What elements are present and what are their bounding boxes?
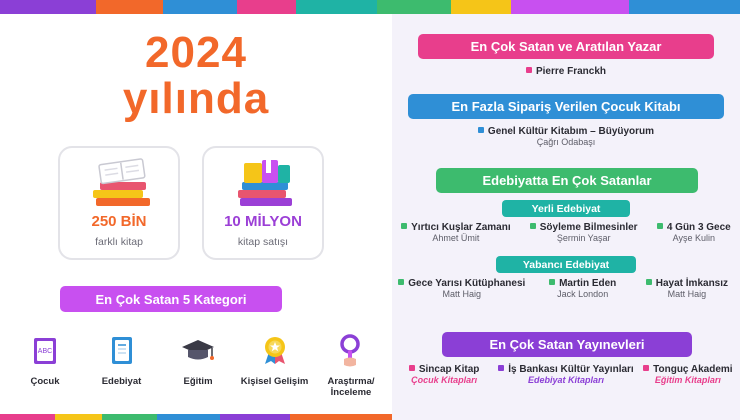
entry-name: Söyleme Bilmesinler (526, 222, 642, 233)
entry-sub: Şermin Yaşar (556, 233, 611, 243)
list-item (396, 364, 492, 385)
subsection-title-yabanci-edebiyat: Yabancı Edebiyat (496, 256, 636, 273)
bullet-square (398, 279, 404, 285)
category-item-kisisel-gelisim (238, 326, 312, 398)
category-label: Araştırma/İnceleme (327, 376, 375, 398)
bullet-square (498, 365, 504, 371)
year-line-1: 2024 (145, 28, 247, 77)
entry-sub: Çocuk Kitapları (411, 375, 478, 385)
section-title-bestselling-author: En Çok Satan ve Aratılan Yazar (418, 34, 714, 59)
entry-name: Hayat İmkansız (638, 278, 736, 289)
entry-name: 4 Gün 3 Gece (652, 222, 736, 233)
stat-label: farklı kitap (95, 236, 143, 248)
category-label: Çocuk (30, 376, 60, 387)
list-item (638, 278, 736, 299)
bullet-square (646, 279, 652, 285)
year-line-2: yılında (122, 74, 270, 124)
list-item (396, 278, 528, 299)
category-item-edebiyat (85, 326, 159, 398)
bullet-square (526, 67, 532, 73)
entry-sub: Eğitim Kitapları (654, 375, 721, 385)
entry-sub: Ayşe Kulin (672, 233, 715, 243)
bullet-square (478, 127, 484, 133)
section-title-literature-bestsellers: Edebiyatta En Çok Satanlar (436, 168, 698, 193)
svg-text:ABC: ABC (37, 348, 53, 355)
stat-value: 250 BİN (91, 213, 147, 230)
top-color-strip (0, 0, 740, 14)
entry-sub: Jack London (557, 289, 609, 299)
entry-name: Martin Eden (536, 278, 630, 289)
left-panel (0, 14, 392, 420)
entry-name: Tonguç Akademi (640, 364, 736, 375)
entry-name: Pierre Franckh (526, 66, 606, 77)
list-item (526, 66, 606, 77)
childrens-book-icon (8, 326, 82, 374)
bullet-square (643, 365, 649, 371)
award-medal-icon (238, 326, 312, 374)
childrens-book-entry-row (392, 126, 740, 147)
list-item (396, 222, 516, 243)
category-label: Eğitim (183, 376, 213, 387)
categories-list (8, 326, 388, 398)
category-item-egitim (161, 326, 235, 398)
books-with-bookmark-icon (204, 154, 322, 212)
stats-group (58, 146, 324, 260)
bullet-square (401, 223, 407, 229)
list-item (652, 222, 736, 243)
bottom-color-strip (0, 414, 392, 420)
bullet-square (549, 279, 555, 285)
entry-sub: Matt Haig (442, 289, 482, 299)
entry-name: İş Bankası Kültür Yayınları (498, 364, 633, 375)
entry-sub: Ahmet Ümit (432, 233, 480, 243)
entry-sub: Matt Haig (667, 289, 707, 299)
page-title (0, 30, 392, 122)
bullet-square (530, 223, 536, 229)
stacked-books-icon (60, 154, 178, 212)
publisher-entries (396, 364, 736, 385)
bullet-square (409, 365, 415, 371)
list-item (498, 364, 633, 385)
stat-card-books (58, 146, 180, 260)
subsection-title-yerli-edebiyat: Yerli Edebiyat (502, 200, 630, 217)
entry-sub: Edebiyat Kitapları (527, 375, 605, 385)
list-item (536, 278, 630, 299)
graduation-cap-icon (161, 326, 235, 374)
list-item (526, 222, 642, 243)
categories-banner: En Çok Satan 5 Kategori (60, 286, 282, 312)
stat-label: kitap satışı (237, 236, 289, 248)
entry-name: Gece Yarısı Kütüphanesi (396, 278, 528, 289)
category-label: Edebiyat (101, 376, 142, 387)
yabanci-edebiyat-entries (396, 278, 736, 299)
section-title-bestselling-publishers: En Çok Satan Yayınevleri (442, 332, 692, 357)
entry-name: Yırtıcı Kuşlar Zamanı (396, 222, 516, 233)
literature-book-icon (85, 326, 159, 374)
entry-name: Sincap Kitap (396, 364, 492, 375)
category-label: Kişisel Gelişim (240, 376, 309, 387)
author-entry-row (392, 66, 740, 77)
stat-card-sales (202, 146, 324, 260)
list-item (478, 126, 654, 147)
yerli-edebiyat-entries (396, 222, 736, 243)
stat-value: 10 MİLYON (224, 213, 302, 230)
section-title-most-ordered-childrens-book: En Fazla Sipariş Verilen Çocuk Kitabı (408, 94, 724, 119)
magnifier-hand-icon (314, 326, 388, 374)
list-item (640, 364, 736, 385)
right-panel (392, 14, 740, 420)
category-item-arastirma-inceleme (314, 326, 388, 398)
entry-name: Genel Kültür Kitabım – Büyüyorum (478, 126, 654, 137)
entry-sub: Çağrı Odabaşı (536, 137, 596, 147)
category-item-cocuk (8, 326, 82, 398)
bullet-square (657, 223, 663, 229)
